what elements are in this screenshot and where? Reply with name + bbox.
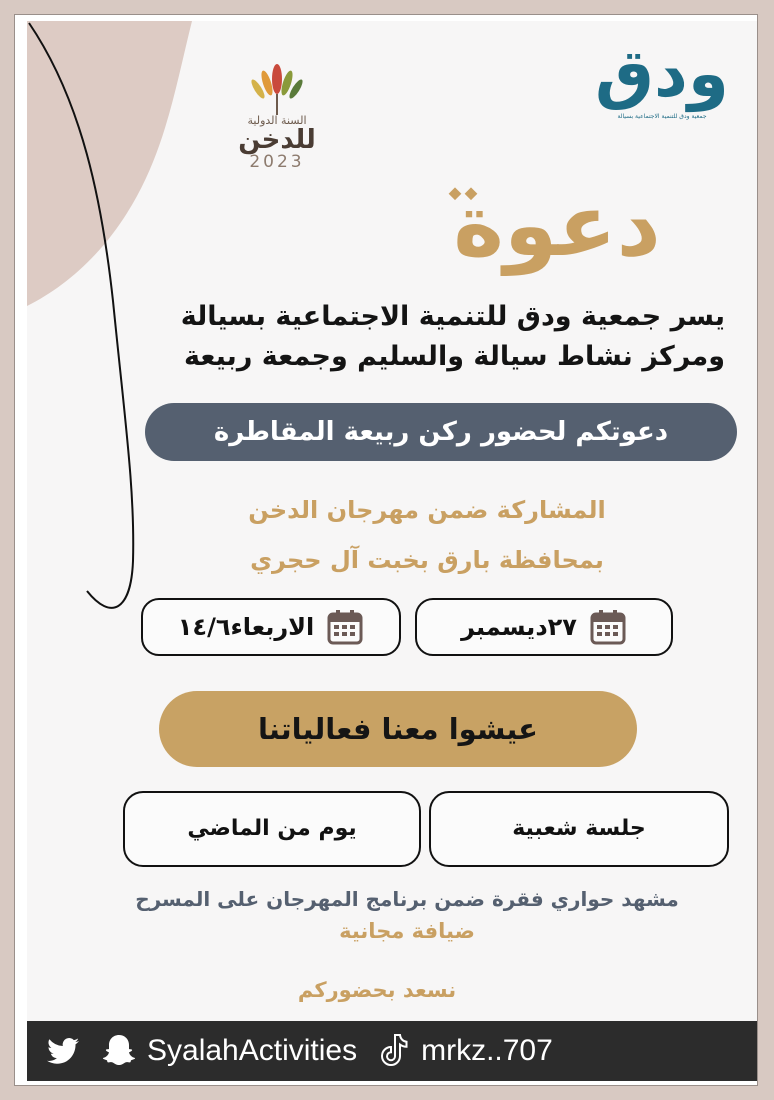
thanks-note: نسعد بحضوركم xyxy=(297,978,457,1002)
wadq-logo-word: ودق xyxy=(595,35,729,112)
activity-folk-session: جلسة شعبية xyxy=(429,791,729,867)
social-handle-2[interactable]: mrkz..707 xyxy=(421,1034,553,1067)
decorative-curve xyxy=(27,21,167,641)
gregorian-date: ٢٧ديسمبر xyxy=(461,613,577,641)
intro-line2: ومركز نشاط سيالة والسليم وجمعة ربيعة xyxy=(184,341,725,372)
twitter-icon[interactable] xyxy=(43,1031,83,1071)
calendar-icon xyxy=(589,608,627,646)
participation-line2: بمحافظة بارق بخبت آل حجري xyxy=(250,546,604,574)
poster-frame xyxy=(14,14,758,1086)
cta-banner: عيشوا معنا فعالياتنا xyxy=(159,691,637,767)
millet-year-line1: السنة الدولية xyxy=(247,114,307,127)
millet-plant-icon xyxy=(247,61,307,115)
social-handle-1[interactable]: SyalahActivities xyxy=(147,1034,358,1067)
wadq-logo xyxy=(587,35,737,121)
millet-year-logo xyxy=(217,61,337,171)
calendar-icon xyxy=(326,608,364,646)
page-title: دعوة xyxy=(453,176,661,276)
scene-note: مشهد حواري فقرة ضمن برنامج المهرجان على المسرح xyxy=(135,887,679,911)
invitation-card xyxy=(27,21,757,1081)
hijri-date: الاربعاء١٤/٦ xyxy=(177,613,315,641)
millet-year-number: 2023 xyxy=(249,152,305,172)
participation-line1: المشاركة ضمن مهرجان الدخن xyxy=(248,496,606,524)
tiktok-icon[interactable] xyxy=(373,1031,413,1071)
participation-text xyxy=(187,485,667,585)
millet-year-line2: للدخن xyxy=(238,125,316,155)
wadq-logo-tagline: جمعية ودق للتنمية الاجتماعية بسيالة xyxy=(617,113,707,120)
hijri-date-box xyxy=(141,598,401,656)
snapchat-icon[interactable] xyxy=(99,1031,139,1071)
activity-day-from-past: يوم من الماضي xyxy=(123,791,421,867)
hospitality-note: ضيافة مجانية xyxy=(339,919,475,943)
intro-text xyxy=(165,297,725,377)
social-bar xyxy=(27,1021,757,1081)
gregorian-date-box xyxy=(415,598,673,656)
invitation-banner: دعوتكم لحضور ركن ربيعة المقاطرة xyxy=(145,403,737,461)
intro-line1: يسر جمعية ودق للتنمية الاجتماعية بسيالة xyxy=(180,301,725,332)
